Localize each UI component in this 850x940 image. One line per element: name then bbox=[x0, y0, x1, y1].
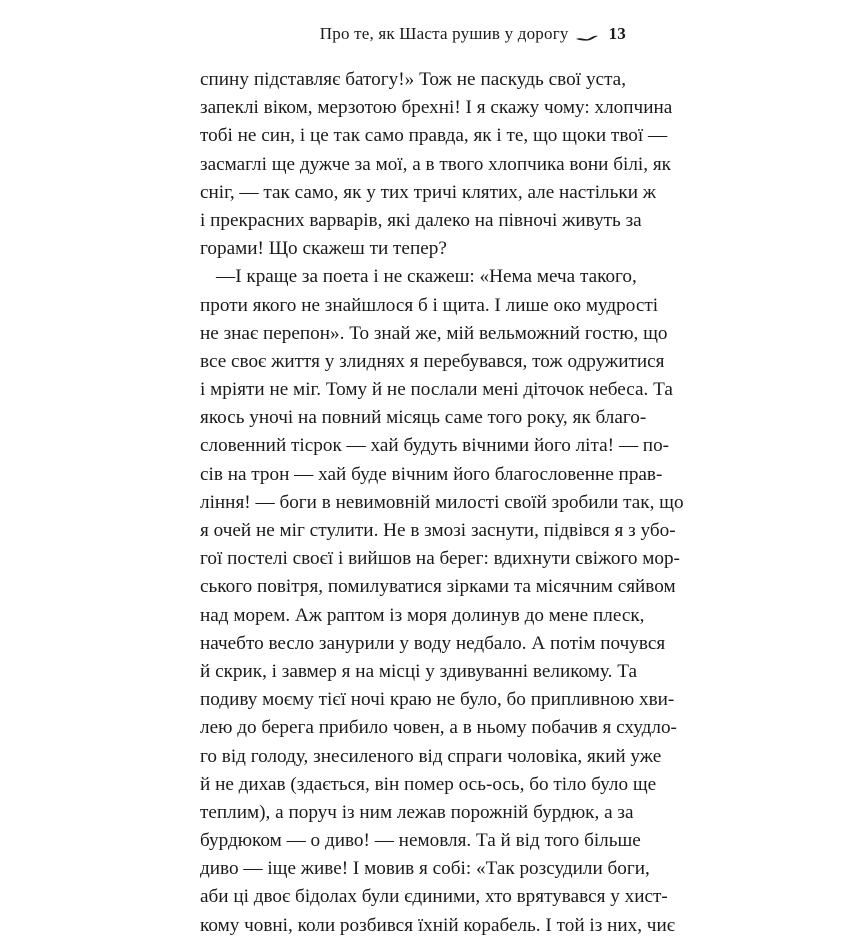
text-line: запеклі віком, мерзотою брехні! І я скажу чому: хлопчина bbox=[200, 97, 673, 119]
text-line: тобі не син, і це так само правда, як і те, що щоки твої — bbox=[200, 125, 668, 147]
text-line: засмаглі ще дужче за мої, а в твого хлопчика вони білі, як bbox=[200, 153, 671, 175]
running-head bbox=[320, 24, 626, 44]
text-line: над морем. Аж раптом із моря долинув до мене плеск, bbox=[200, 604, 645, 626]
text-line: бурдюком — о диво! — немовля. Та й від того більше bbox=[200, 830, 641, 852]
text-line: сніг, — так само, як у тих тричі клятих, але настільки ж bbox=[200, 181, 657, 203]
text-line: й скрик, і завмер я на місці у здивуванні великому. Та bbox=[200, 660, 637, 682]
bird-ornament-icon bbox=[575, 29, 599, 39]
text-line: кому човні, коли розбився їхній корабель. І той із них, чиє bbox=[200, 914, 675, 936]
chapter-title: Про те, як Шаста рушив у дорогу bbox=[319, 24, 569, 43]
text-line: словенний тісрок — хай будуть вічними його літа! — по- bbox=[200, 435, 670, 457]
text-line: —І краще за поета і не скажеш: «Нема меча такого, bbox=[216, 266, 637, 288]
text-line: аби ці двоє бідолах були єдиними, хто врятувався у хист- bbox=[200, 886, 668, 908]
text-line: подиву моєму тієї ночі краю не було, бо припливною хви- bbox=[200, 689, 675, 711]
text-line: спину підставляє батогу!» Тож не паскудь свої уста, bbox=[200, 69, 626, 90]
text-line: й не дихав (здається, він помер ось-ось, бо тіло було ще bbox=[200, 773, 657, 795]
text-line: не знає перепон». То знай же, мій вельможний гостю, що bbox=[200, 322, 668, 344]
text-line: го від голоду, знесиленого від спраги чоловіка, який уже bbox=[200, 745, 662, 767]
text-line: все своє життя у злиднях я перебувався, тож одружитися bbox=[200, 350, 665, 372]
text-line: сів на трон — хай буде вічним його благословенне прав- bbox=[200, 463, 663, 485]
text-line: і мріяти не міг. Тому й не послали мені діточок небеса. Та bbox=[200, 379, 673, 401]
text-line: і прекрасних варварів, які далеко на півночі живуть за bbox=[200, 209, 642, 231]
body-text bbox=[200, 66, 684, 940]
text-line: теплим), а поруч із ним лежав порожній бурдюк, а за bbox=[200, 801, 634, 823]
text-line: проти якого не знайшлося б і щита. І лише око мудрості bbox=[200, 294, 659, 316]
text-line: начебто весло занурили у воду недбало. А потім почувся bbox=[200, 632, 666, 654]
text-line: ління! — боги в невимовній милості своїй зробили так, що bbox=[200, 491, 684, 513]
text-line: ського повітря, помилуватися зірками та місячним сяйвом bbox=[200, 576, 676, 598]
page-number: 13 bbox=[608, 24, 626, 43]
text-line: лею до берега прибило човен, а в ньому побачив я схудло- bbox=[200, 717, 677, 739]
text-line: диво — іще живе! І мовив я собі: «Так розсудили боги, bbox=[200, 858, 650, 880]
text-line: я очей не міг стулити. Не в змозі заснути, підвівся я з убо- bbox=[200, 520, 676, 541]
text-line: якось уночі на повний місяць саме того року, як благо- bbox=[200, 407, 647, 429]
text-line: горами! Що скажеш ти тепер? bbox=[200, 238, 447, 260]
text-line: гої постелі своєї і вийшов на берег: вдихнути свіжого мор- bbox=[200, 548, 680, 570]
